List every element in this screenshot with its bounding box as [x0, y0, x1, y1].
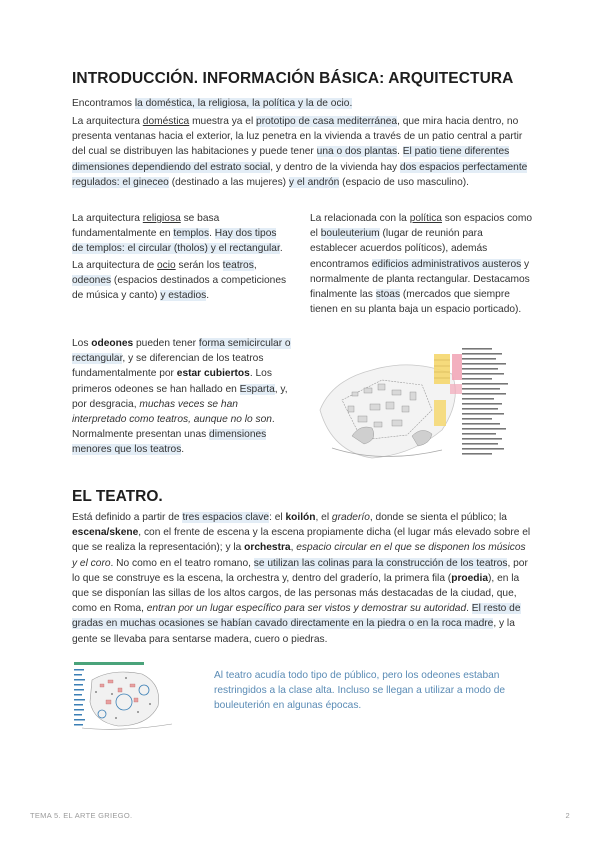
site-plan-map	[312, 340, 550, 466]
theatre-map-thumbnail	[72, 660, 180, 732]
theatre-note: Al teatro acudía todo tipo de público, pero los odeones estaban restringidos a la clase alta. Incluso se llegan a utilizar a modo de bouleuterión en algunas épocas.	[214, 670, 506, 712]
intro-paragraph-1: Encontramos la doméstica, la religiosa, la política y la de ocio.	[72, 98, 353, 109]
theatre-paragraph: Está definido a partir de tres espacios clave: el koilón, el graderío, donde se sienta el público; la escena/skene, con el frente de escena y la escena propiamente dicha (el lugar más elevado sobre el que se realiza la representación); y la orchestra, espacio circular en el que se disponen los músicos y el coro. No como en el teatro romano, se utilizan las colinas para la construcción de los teatros, por lo que se construye es la escena, la orchestra y, dentro del graderío, la primera fila (proedia), en la que se disponían las sillas de los altos cargos, de las personas más destacadas de la ciudad, que, como en Roma, entran por un lugar específico para ser vistos y demostrar su autoridad. El resto de gradas en muchas ocasiones se habían cavado directamente en la piedra o en la roca madre, y la gente se llevaba para sentarse madera, cuero o piedras.	[72, 512, 531, 645]
leisure-architecture-paragraph: La arquitectura de ocio serán los teatros, odeones (espacios destinados a competiciones de música y canto) y estadios.	[72, 260, 287, 302]
page-title: INTRODUCCIÓN. INFORMACIÓN BÁSICA: ARQUITECTURA	[72, 70, 514, 87]
footer-title: TEMA 5. EL ARTE GRIEGO.	[30, 811, 133, 820]
page-number: 2	[565, 811, 570, 820]
religious-architecture-paragraph: La arquitectura religiosa se basa fundamentalmente en templos. Hay dos tipos de templos: el circular (tholos) y el rectangular.	[72, 213, 283, 255]
political-architecture-paragraph: La relacionada con la política son espacios como el bouleuterium (lugar de reunión para establecer acuerdos políticos), además encontramos edificios administrativos austeros y normalmente de planta rectangular. Destacamos finalmente las stoas (mercados que siempre tienen en su planta baja un espacio porticado).	[310, 213, 533, 316]
intro-paragraph-2: La arquitectura doméstica muestra ya el prototipo de casa mediterránea, que mira hacia dentro, no presenta ventanas hacia el exterior, la luz penetra en la vivienda a través de un patio central a partir del cual se distribuyen las habitaciones y puede tener una o dos plantas. El patio tiene diferentes dimensiones dependiendo del estrato social, y dentro de la vivienda hay dos espacios perfectamente regulados: el gineceo (destinado a las mujeres) y el andrón (espacio de uso masculino).	[72, 116, 528, 188]
odeones-paragraph: Los odeones pueden tener forma semicircular o rectangular, y se diferencian de los teatros fundamentalmente por estar cubiertos. Los primeros odeones se han hallado en Esparta, y, por desgracia, muchas veces se han interpretado como teatros, aunque no lo son. Normalmente presentan unas dimensiones menores que los teatros.	[72, 338, 291, 456]
section-title-theatre: EL TEATRO.	[72, 488, 163, 505]
